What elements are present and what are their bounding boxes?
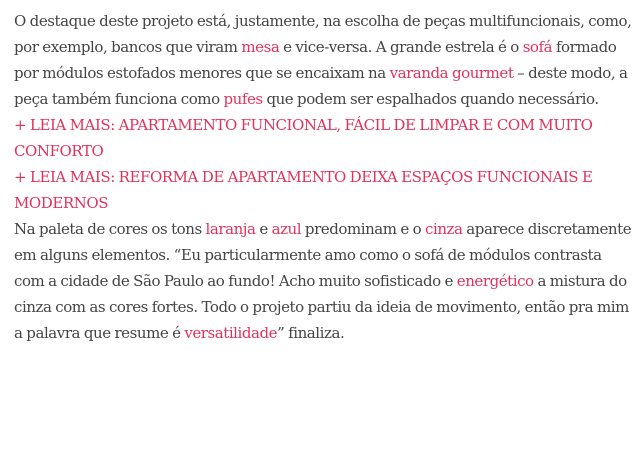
paragraph-text: – deste modo, a peça também funciona como bbox=[14, 64, 628, 108]
link-cinza[interactable]: cinza bbox=[425, 220, 463, 238]
paragraph-text: e bbox=[255, 220, 272, 238]
read-more-label[interactable]: + LEIA MAIS: REFORMA DE APARTAMENTO DEIXA ESPAÇOS FUNCIONAIS E MODERNOS bbox=[14, 168, 593, 212]
link-energetico[interactable]: energético bbox=[456, 272, 534, 290]
paragraph-text: O destaque deste projeto está, justamente, na escolha de peças multifuncionais, como, por exemplo, bancos que viram bbox=[14, 12, 632, 56]
link-laranja[interactable]: laranja bbox=[205, 220, 256, 238]
paragraph-text: predominam e o bbox=[301, 220, 426, 238]
read-more-link-1[interactable] bbox=[14, 112, 634, 164]
read-more-link-2[interactable] bbox=[14, 164, 634, 216]
link-varanda-gourmet[interactable]: varanda gourmet bbox=[389, 64, 514, 82]
paragraph-text: que podem ser espalhados quando necessário. bbox=[262, 90, 599, 108]
paragraph-text: ” finaliza. bbox=[277, 324, 345, 342]
paragraph-palette bbox=[14, 216, 634, 346]
link-sofa[interactable]: sofá bbox=[522, 38, 553, 56]
paragraph-multifunctional bbox=[14, 8, 634, 112]
paragraph-text: Na paleta de cores os tons bbox=[14, 220, 206, 238]
read-more-label[interactable]: + LEIA MAIS: APARTAMENTO FUNCIONAL, FÁCIL DE LIMPAR E COM MUITO CONFORTO bbox=[14, 116, 593, 160]
link-pufes[interactable]: pufes bbox=[223, 90, 263, 108]
link-azul[interactable]: azul bbox=[271, 220, 302, 238]
link-versatilidade[interactable]: versatilidade bbox=[184, 324, 278, 342]
paragraph-text: a mistura do cinza com as cores fortes. Todo o projeto partiu da ideia de movimento, então pra mim a palavra que resume é bbox=[14, 272, 629, 342]
paragraph-text: formado por módulos estofados menores que se encaixam na bbox=[14, 38, 617, 82]
paragraph-text: e vice-versa. A grande estrela é o bbox=[279, 38, 523, 56]
article-body bbox=[14, 8, 634, 346]
link-mesa[interactable]: mesa bbox=[241, 38, 280, 56]
paragraph-text: aparece discretamente em alguns elementos. “Eu particularmente amo como o sofá de módulos contrasta com a cidade de São Paulo ao fundo! Acho muito sofisticado e bbox=[14, 220, 632, 290]
